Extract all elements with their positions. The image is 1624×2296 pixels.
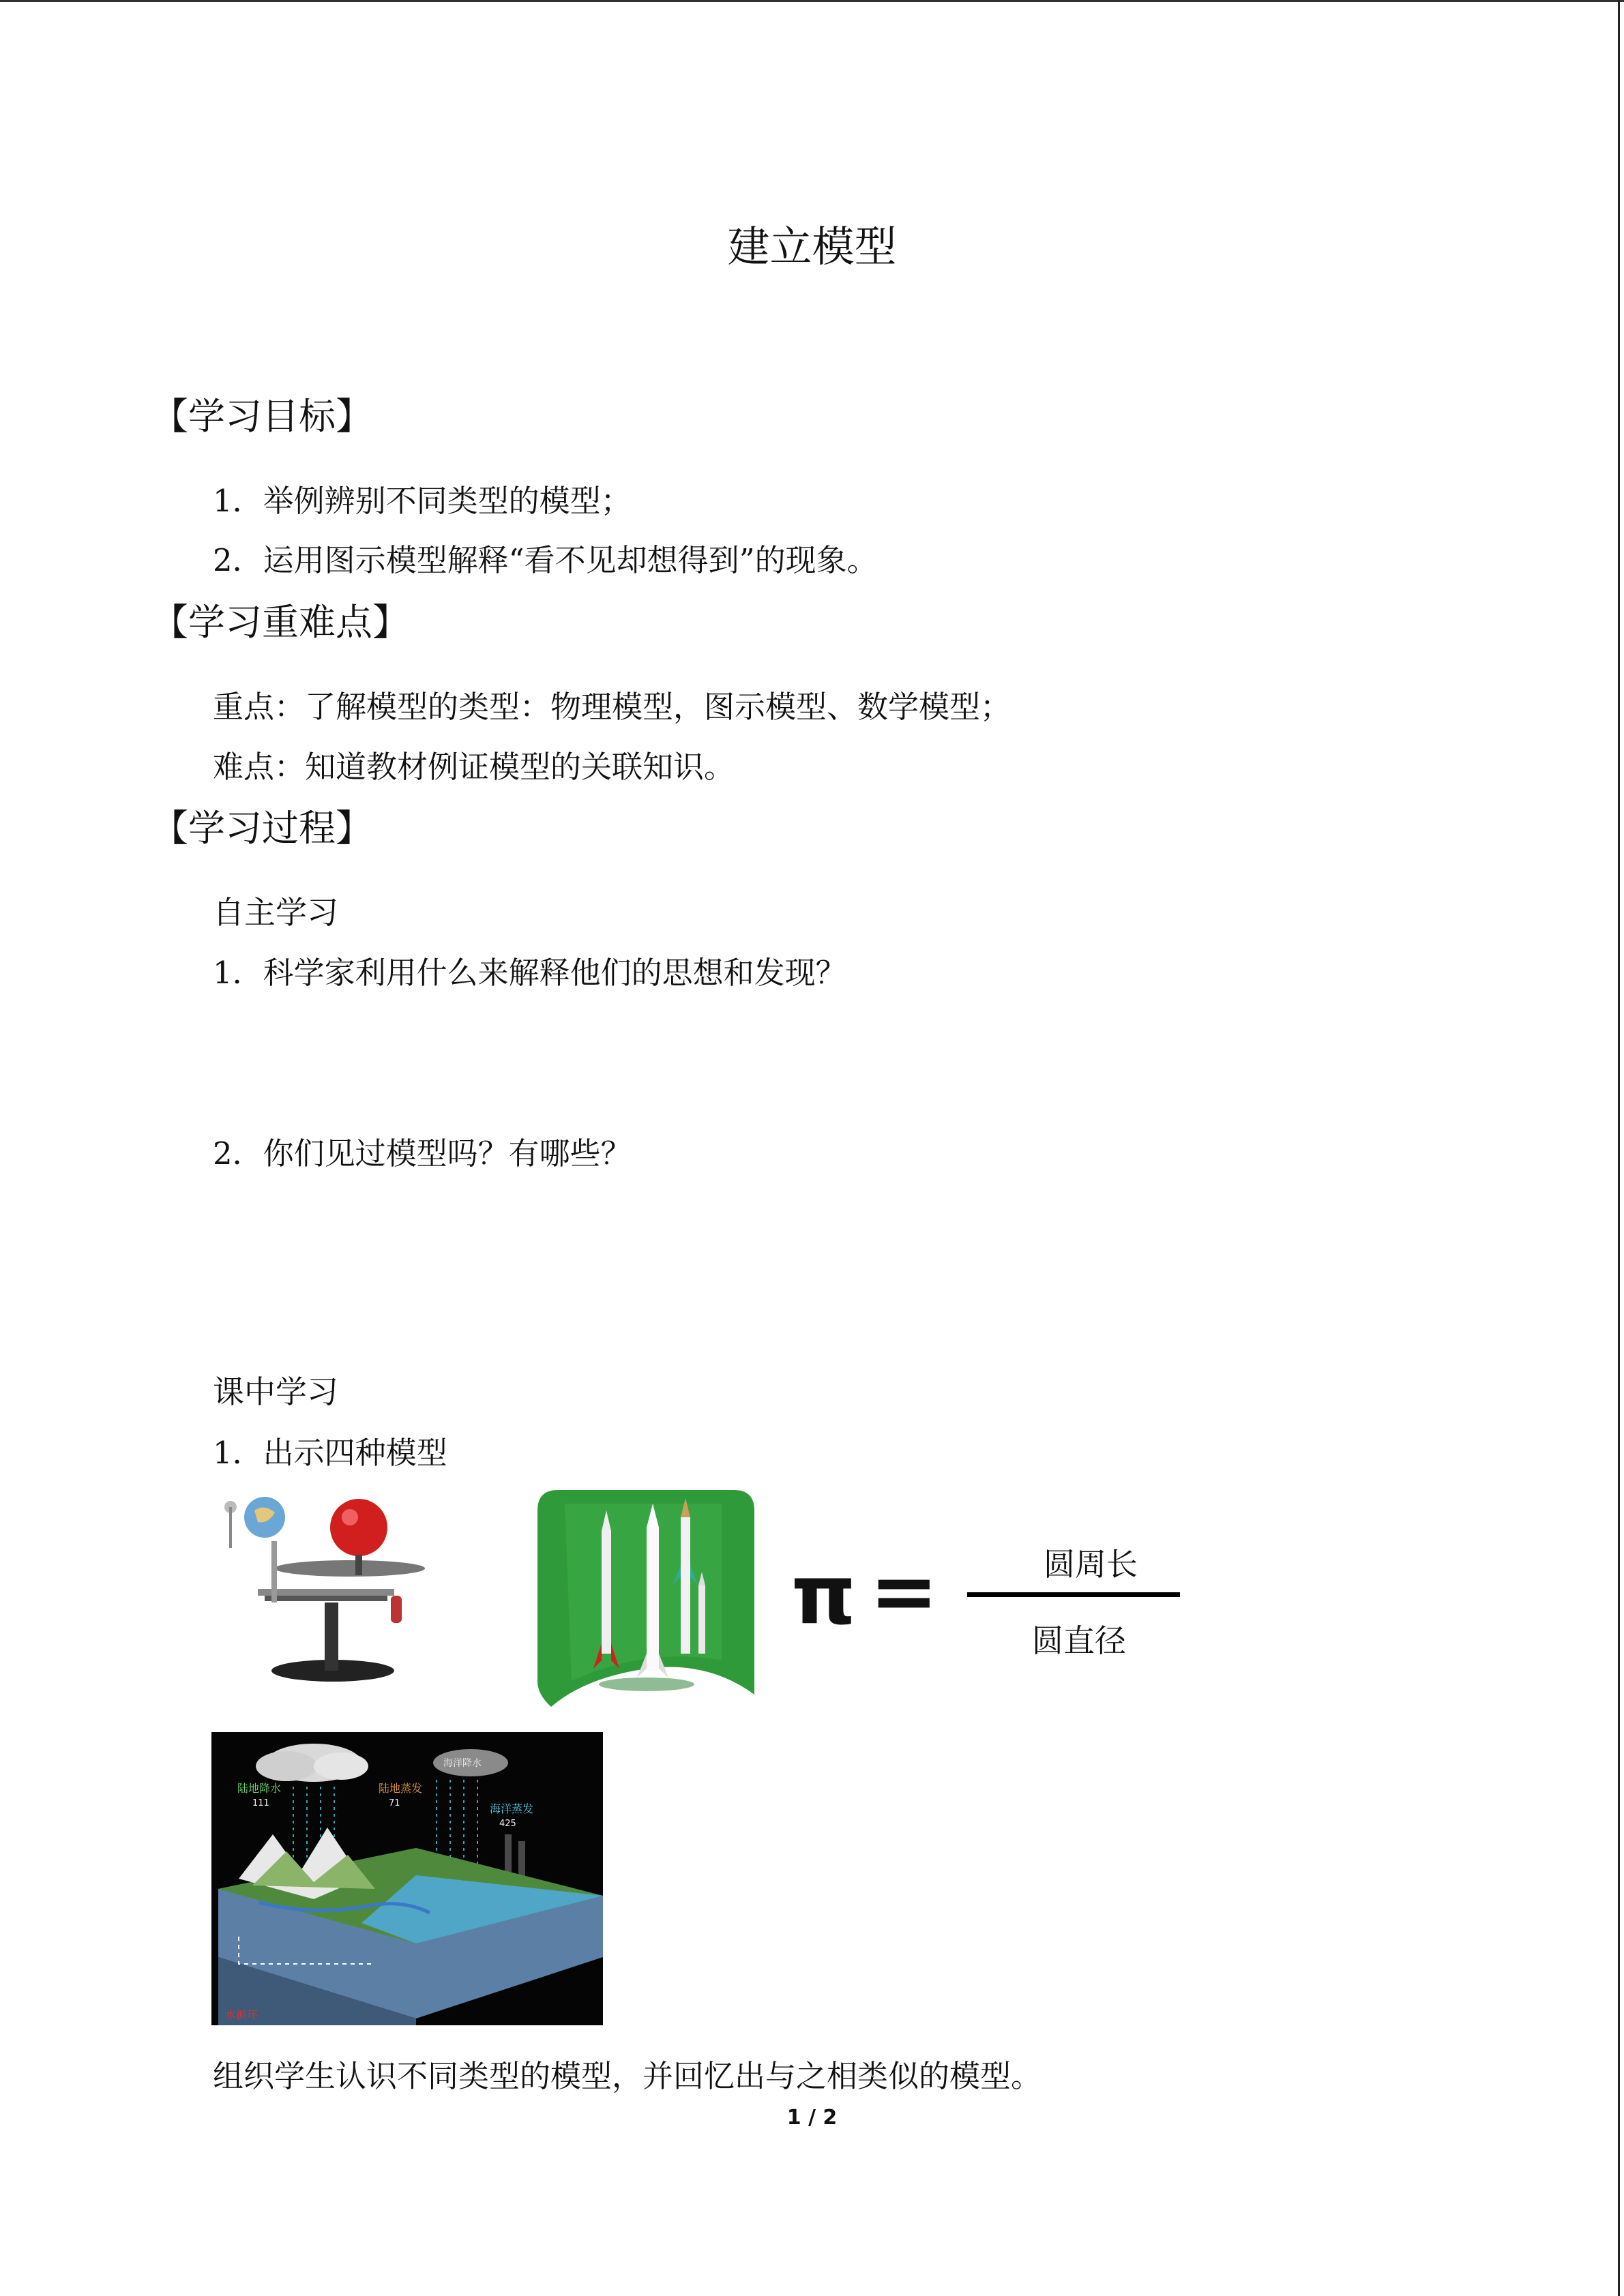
key-point-item-2: 难点：知道教材例证模型的关联知识。 (213, 749, 735, 785)
formula-denominator: 圆直径 (1032, 1622, 1126, 1659)
equals-sign: = (870, 1545, 939, 1639)
process-heading: 【学习过程】 (151, 807, 372, 850)
pi-symbol: π (791, 1548, 856, 1643)
page-title: 建立模型 (727, 222, 897, 271)
water-cycle-image (211, 1732, 603, 2025)
fraction-bar (967, 1592, 1180, 1597)
self-study-question-2: 2．你们见过模型吗？有哪些？ (213, 1135, 632, 1172)
objective-item-2: 2．运用图示模型解释“看不见却想得到”的现象。 (213, 542, 878, 578)
rocket-models-image (537, 1490, 754, 1708)
page-right-border (1618, 0, 1620, 2296)
land-precip-value: 111 (252, 1798, 269, 1808)
land-evap-label: 陆地蒸发 (379, 1782, 423, 1795)
page-top-border (0, 0, 1624, 2)
ocean-precip-label: 海洋降水 (443, 1758, 482, 1769)
ocean-evap-label: 海洋蒸发 (490, 1802, 534, 1815)
land-evap-value: 71 (389, 1798, 400, 1808)
self-study-question-1: 1．科学家利用什么来解释他们的思想和发现？ (213, 955, 846, 991)
page-number: 1 / 2 (786, 2106, 838, 2130)
formula-numerator: 圆周长 (1044, 1546, 1138, 1583)
class-study-heading: 课中学习 (213, 1373, 338, 1410)
key-points-heading: 【学习重难点】 (151, 601, 409, 644)
objective-item-1: 1．举例辨别不同类型的模型； (213, 483, 632, 519)
land-precip-label: 陆地降水 (237, 1782, 282, 1795)
class-study-note: 组织学生认识不同类型的模型，并回忆出与之相类似的模型。 (213, 2058, 1042, 2094)
objectives-heading: 【学习目标】 (151, 395, 372, 438)
class-study-item-1: 1．出示四种模型 (213, 1435, 447, 1471)
orrery-model-image (217, 1487, 435, 1691)
self-study-heading: 自主学习 (213, 894, 338, 931)
water-cycle-caption: 水循环 (225, 2008, 259, 2021)
ocean-evap-value: 425 (499, 1819, 516, 1829)
key-point-item-1: 重点：了解模型的类型：物理模型，图示模型、数学模型； (213, 689, 1012, 725)
